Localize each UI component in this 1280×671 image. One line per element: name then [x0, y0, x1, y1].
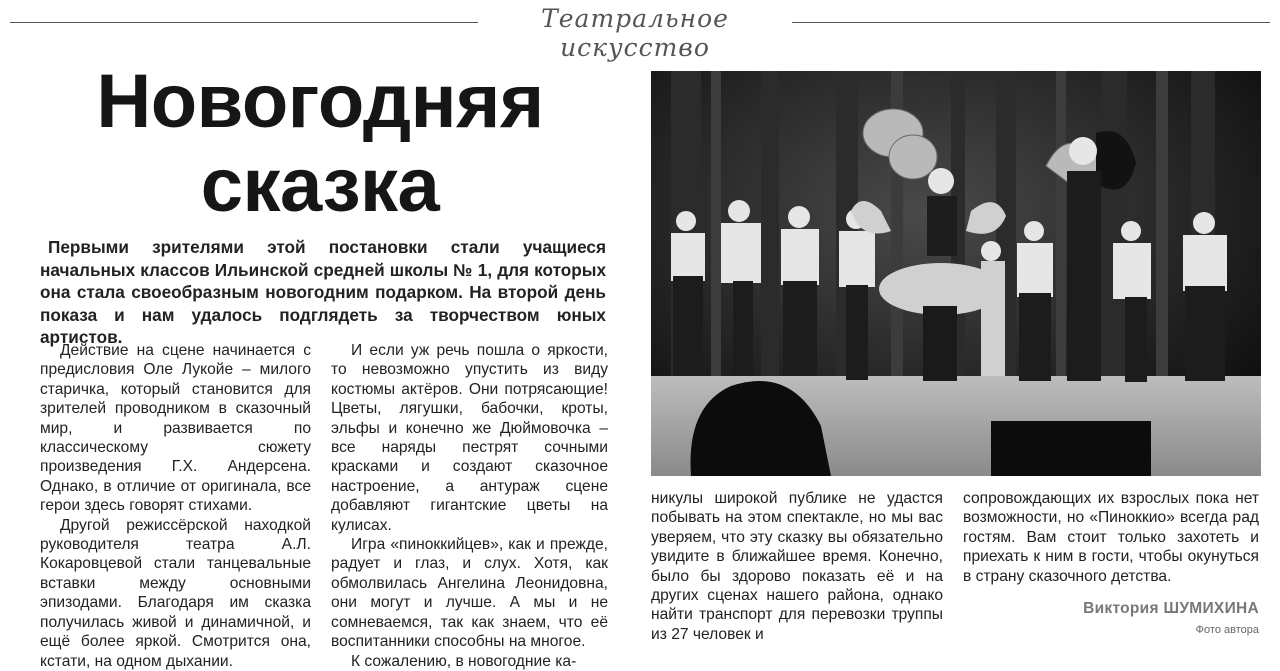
headline [40, 60, 600, 228]
article-column-2 [331, 341, 608, 671]
rubric-rule-right [792, 22, 1270, 23]
author-byline: Виктория ШУМИХИНА [1083, 600, 1259, 617]
paragraph: И если уж речь пошла о яркости, то невозможно упустить из виду костюмы актёров. Они потрясающие! Цветы, лягушки, бабочки, кроты, эльфы и конечно же Дюймовочка – все наряды пестрят сочными красками и создают сказочное настроение, а антураж сцене добавляют гигантские цветы на кулисах. [331, 342, 608, 534]
headline-line-1: Новогодняя [96, 59, 544, 144]
article-column-3 [651, 489, 943, 644]
stage-photo [651, 71, 1261, 476]
paragraph: Другой режиссёрской находкой руководителя театра А.Л. Кокаровцевой стали танцевальные вставки между основными эпизодами. Благодаря им сказка получилась живой и динамичной, и ещё более яркой. Смотрится она, кстати, на одном дыхании. [40, 516, 311, 670]
paragraph: Действие на сцене начинается с предисловия Оле Лукойе – милого старичка, который становится для зрителей проводником в сказочный мир, и развивается по классическому сюжету произведения Г.Х. Андерсена. Однако, в отличие от оригинала, все герои здесь говорят стихами. [40, 342, 311, 515]
paragraph: сопровождающих их взрослых пока нет возможности, но «Пиноккио» всегда рад гостям. Вам стоит только захотеть и приехать к ним в гости, чтобы окунуться в страну сказочного детства. [963, 490, 1259, 585]
rubric-title: Театральное искусство [541, 4, 729, 62]
paragraph: К сожалению, в новогодние ка- [351, 652, 577, 670]
article-column-4 [963, 489, 1259, 586]
paragraph: никулы широкой публике не удастся побывать на этом спектакле, но мы вас уверяем, что эту сказку вы обязательно увидите в ближайшее время. Конечно, было бы здорово показать её и на других сценах нашего района, однако найти транспорт для перевозки труппы из 27 человек и [651, 490, 943, 643]
paragraph: Игра «пиноккийцев», как и прежде, радует и глаз, и слух. Хотя, как обмолвилась Ангелина Леонидовна, они могут и лучше. А мы и не сомневаемся, так как знаем, что её воспитанники способны на многое. [331, 536, 608, 651]
photo-credit: Фото автора [1195, 624, 1259, 636]
lead-paragraph: Первыми зрителями этой постановки стали учащиеся начальных классов Ильинской средней школы № 1, для которых она стала своеобразным новогодним подарком. На второй день показа и нам удалось подглядеть за творчеством юных артистов. [40, 237, 606, 348]
rubric-rule-left [10, 22, 478, 23]
headline-line-2: сказка [200, 143, 440, 228]
article-column-1 [40, 341, 311, 671]
